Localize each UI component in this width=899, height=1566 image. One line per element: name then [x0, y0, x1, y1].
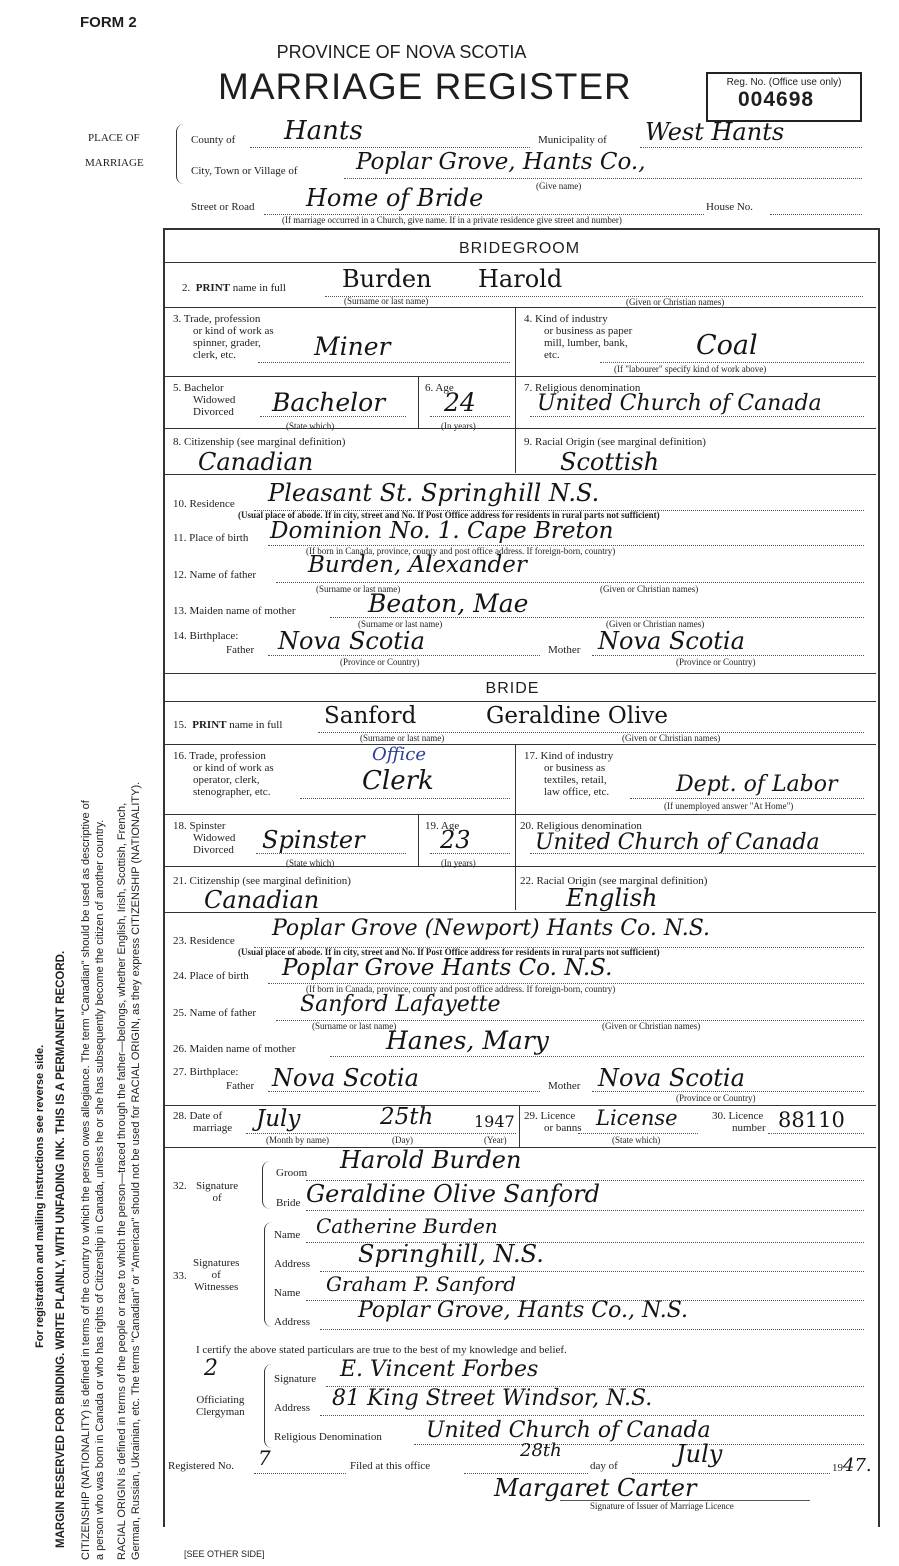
registered-label: Registered No. [168, 1460, 234, 1472]
filed-day: 28th [520, 1440, 562, 1461]
bride-citizenship: Canadian [204, 886, 320, 914]
issuer-signature: Margaret Carter [494, 1474, 697, 1502]
witness1-address: Springhill, N.S. [358, 1240, 544, 1268]
groom-surname-caption: (Surname or last name) [344, 296, 429, 306]
clergy-signature: E. Vincent Forbes [340, 1357, 539, 1382]
groom-residence-caption: (Usual place of abode. If in city, street and No. If Post Office address for residents in rural parts not sufficient) [238, 510, 660, 520]
f27-label: 27. Birthplace: [173, 1066, 239, 1078]
f28-label: 28. Date of marriage [173, 1110, 233, 1134]
side-racial-1: RACIAL ORIGIN is defined in terms of the people or race to which the person—traced through the father—belongs, whether English, Irish, Scottish, French, [116, 802, 128, 1560]
groom-bp-mother-label: Mother [548, 644, 581, 656]
bride-origin: English [566, 884, 658, 912]
groom-mother-surname-caption: (Surname or last name) [358, 619, 443, 629]
bride-status: Spinster [262, 826, 365, 854]
f32-label: 32. [173, 1180, 187, 1192]
f25-label: 25. Name of father [173, 1007, 257, 1019]
marriage-day: 25th [380, 1104, 434, 1130]
city-value: Poplar Grove, Hants Co., [356, 149, 646, 175]
marriage-year: 1947 [474, 1112, 515, 1131]
bride-surname-caption: (Surname or last name) [360, 733, 445, 743]
bride-father-given-caption: (Given or Christian names) [602, 1021, 701, 1031]
f2-label: 2. PRINT name in full [182, 282, 286, 294]
city-label: City, Town or Village of [191, 165, 298, 177]
bride-birthplace-caption: (If born in Canada, province, county and post office address. If foreign-born, country) [306, 984, 616, 994]
groom-residence: Pleasant St. Springhill N.S. [268, 479, 600, 507]
certify-text: I certify the above stated particulars are true to the best of my knowledge and belief. [196, 1344, 567, 1356]
groom-mother-bp: Nova Scotia [598, 627, 745, 655]
side-instructions: For registration and mailing instructions see reverse side. [34, 1044, 46, 1348]
day-of-label: day of [590, 1460, 618, 1472]
place-label-2: MARRIAGE [85, 157, 144, 169]
f15-label: 15. PRINT name in full [173, 719, 283, 731]
groom-given-caption: (Given or Christian names) [626, 297, 725, 307]
municipality-label: Municipality of [538, 134, 607, 146]
groom-status-caption: (State which) [286, 421, 335, 431]
groom-father: Burden, Alexander [308, 552, 527, 578]
bride-birthplace: Poplar Grove Hants Co. N.S. [282, 955, 613, 981]
bride-industry-caption: (If unemployed answer "At Home") [664, 801, 794, 811]
groom-citizenship: Canadian [198, 448, 314, 476]
groom-father-given-caption: (Given or Christian names) [600, 584, 699, 594]
street-caption: (If marriage occurred in a Church, give name. If in a private residence give street and number) [282, 215, 622, 225]
sig-brace [262, 1161, 271, 1209]
groom-status: Bachelor [272, 388, 386, 417]
f7-label: 7. Religious denomination [524, 382, 641, 394]
groom-sig-label: Groom [276, 1167, 308, 1179]
f17-label: 17. Kind of industry or business as textiles, retail, law office, etc. [524, 750, 614, 798]
bride-father-bp: Nova Scotia [272, 1064, 419, 1092]
f9-label: 9. Racial Origin (see marginal definition) [524, 436, 706, 448]
reg-no-value: 004698 [738, 88, 815, 111]
groom-mother-bp-caption: (Province or Country) [676, 657, 756, 667]
issuer-caption: Signature of Issuer of Marriage Licence [590, 1501, 734, 1511]
page-title: MARRIAGE REGISTER [218, 66, 632, 107]
f11-label: 11. Place of birth [173, 532, 249, 544]
bride-mother: Hanes, Mary [386, 1026, 549, 1055]
f26-label: 26. Maiden name of mother [173, 1043, 296, 1055]
f13-label: 13. Maiden name of mother [173, 605, 296, 617]
f8-label: 8. Citizenship (see marginal definition) [173, 436, 346, 448]
bride-father-surname-caption: (Surname or last name) [312, 1021, 397, 1031]
groom-bp-father-label: Father [226, 644, 255, 656]
house-label: House No. [706, 201, 754, 213]
groom-signature: Harold Burden [340, 1146, 522, 1174]
marriage-month: July [256, 1106, 301, 1132]
f6-label: 6. Age [425, 382, 454, 394]
f33-label: 33. [173, 1270, 187, 1282]
bride-status-caption: (State which) [286, 858, 335, 868]
side-citizenship-1: CITIZENSHIP (NATIONALITY) is defined in terms of the country to which the person owes allegiance. The term "Canadian" should be used as descriptive of [80, 800, 92, 1560]
licence-number: 88110 [778, 1108, 845, 1132]
bride-bp-father-label: Father [226, 1080, 255, 1092]
municipality-value: West Hants [645, 118, 785, 146]
clergy-brace [264, 1364, 273, 1448]
year-caption: (Year) [484, 1135, 507, 1145]
form-number: FORM 2 [80, 14, 137, 31]
f29-label: 29. Licence or banns [524, 1110, 582, 1134]
f24-label: 24. Place of birth [173, 970, 249, 982]
groom-father-surname-caption: (Surname or last name) [316, 584, 401, 594]
city-caption: (Give name) [536, 181, 582, 191]
bride-residence-caption: (Usual place of abode. If in city, street and No. If Post Office address for residents in rural parts not sufficient) [238, 947, 660, 957]
clergy-address: 81 King Street Windsor, N.S. [332, 1386, 653, 1411]
licence-type-caption: (State which) [612, 1135, 661, 1145]
place-label-1: PLACE OF [88, 132, 140, 144]
bride-age-caption: (In years) [441, 858, 476, 868]
filed-label: Filed at this office [350, 1460, 431, 1472]
bride-given: Geraldine Olive [486, 703, 669, 729]
groom-birthplace-caption: (If born in Canada, province, county and post office address. If foreign-born, country) [306, 546, 616, 556]
county-value: Hants [284, 116, 363, 146]
street-value: Home of Bride [306, 184, 484, 212]
bride-section-title: BRIDE [485, 680, 540, 697]
f4-label: 4. Kind of industry or business as paper mill, lumber, bank, etc. [524, 313, 633, 361]
clergy-label: Officiating Clergyman [196, 1394, 245, 1418]
f30-label: 30. Licence number [712, 1110, 766, 1134]
bride-trade: Clerk [362, 766, 434, 796]
witness2-address: Poplar Grove, Hants Co., N.S. [358, 1298, 689, 1323]
reg-no-label: Reg. No. (Office use only) [726, 77, 842, 88]
bride-mother-bp: Nova Scotia [598, 1064, 745, 1092]
w2-name-label: Name [274, 1287, 301, 1299]
w1-address-label: Address [274, 1258, 311, 1270]
bride-mother-bp-caption: (Province or Country) [676, 1093, 756, 1103]
bride-given-caption: (Given or Christian names) [622, 733, 721, 743]
filed-month: July [676, 1440, 723, 1468]
registered-number: 7 [258, 1446, 271, 1470]
groom-father-bp-caption: (Province or Country) [340, 657, 420, 667]
clergy-mark: 2 [204, 1356, 218, 1381]
f10-label: 10. Residence [173, 498, 235, 510]
f3-label: 3. Trade, profession or kind of work as spinner, grader, clerk, etc. [173, 313, 274, 361]
street-label: Street or Road [191, 201, 255, 213]
bride-residence: Poplar Grove (Newport) Hants Co. N.S. [272, 916, 711, 941]
clergy-denom-label: Religious Denomination [274, 1431, 382, 1443]
province-title: PROVINCE OF NOVA SCOTIA [276, 42, 527, 62]
groom-father-bp: Nova Scotia [278, 627, 425, 655]
see-other-side: [SEE OTHER SIDE] [184, 1549, 265, 1559]
clergy-denomination: United Church of Canada [426, 1418, 711, 1443]
f21-label: 21. Citizenship (see marginal definition) [173, 875, 351, 887]
licence-type: License [596, 1106, 678, 1130]
witness2-name: Graham P. Sanford [326, 1272, 517, 1296]
day-caption: (Day) [392, 1135, 413, 1145]
side-racial-2: German, Russian, Ukrainian, etc. The terms "Canadian" or "American" should not be used for RACIAL ORIGIN, as they express CITIZENSHIP (NATIONALITY). [130, 781, 142, 1560]
bride-sig-label: Bride [276, 1197, 301, 1209]
groom-birthplace: Dominion No. 1. Cape Breton [270, 518, 614, 544]
w1-name-label: Name [274, 1229, 301, 1241]
f16-label: 16. Trade, profession or kind of work as operator, clerk, stenographer, etc. [173, 750, 274, 798]
bride-surname: Sanford [324, 703, 417, 729]
place-brace [176, 124, 185, 184]
groom-age: 24 [444, 388, 476, 417]
clergy-addr-label: Address [274, 1402, 311, 1414]
witness1-name: Catherine Burden [316, 1214, 498, 1238]
witness-brace [264, 1222, 273, 1327]
bride-trade-note: Office [372, 744, 426, 765]
filed-year: 1947. [832, 1455, 872, 1476]
groom-trade: Miner [314, 332, 391, 361]
reg-no-box [706, 72, 862, 122]
f20-label: 20. Religious denomination [520, 820, 642, 832]
side-citizenship-2: a person who was born in Canada or who has rights of Citizenship in Canada, unless he or she has subsequently become the citizen of another country. [94, 819, 106, 1560]
f12-label: 12. Name of father [173, 569, 257, 581]
f19-label: 19. Age [425, 820, 460, 832]
bride-age: 23 [440, 826, 471, 854]
f22-label: 22. Racial Origin (see marginal definition) [520, 875, 708, 887]
w2-address-label: Address [274, 1316, 311, 1328]
f14-label: 14. Birthplace: [173, 630, 239, 642]
sig-of-label: Signature of [196, 1180, 239, 1204]
bride-religion: United Church of Canada [535, 830, 820, 855]
bride-father: Sanford Lafayette [300, 992, 501, 1017]
bride-signature: Geraldine Olive Sanford [306, 1180, 600, 1208]
f23-label: 23. Residence [173, 935, 235, 947]
bride-bp-mother-label: Mother [548, 1080, 581, 1092]
groom-mother: Beaton, Mae [368, 589, 529, 618]
f5-label: 5. Bachelor Widowed Divorced [173, 382, 236, 418]
bride-industry: Dept. of Labor [676, 772, 838, 797]
side-margin-note: MARGIN RESERVED FOR BINDING. WRITE PLAINLY, WITH UNFADING INK. THIS IS A PERMANENT RECORD. [55, 950, 67, 1548]
county-label: County of [191, 134, 236, 146]
groom-industry-caption: (If "labourer" specify kind of work above) [614, 364, 767, 374]
groom-mother-given-caption: (Given or Christian names) [606, 619, 705, 629]
groom-given: Harold [478, 265, 563, 293]
groom-surname: Burden [342, 265, 432, 293]
groom-age-caption: (In years) [441, 421, 476, 431]
clergy-sig-label: Signature [274, 1373, 317, 1385]
month-caption: (Month by name) [266, 1135, 329, 1145]
groom-religion: United Church of Canada [537, 391, 822, 416]
groom-industry: Coal [696, 330, 758, 361]
groom-section-title: BRIDEGROOM [458, 240, 581, 257]
f18-label: 18. Spinster Widowed Divorced [173, 820, 236, 856]
witnesses-label: Signatures of Witnesses [193, 1257, 240, 1293]
groom-origin: Scottish [560, 448, 660, 476]
